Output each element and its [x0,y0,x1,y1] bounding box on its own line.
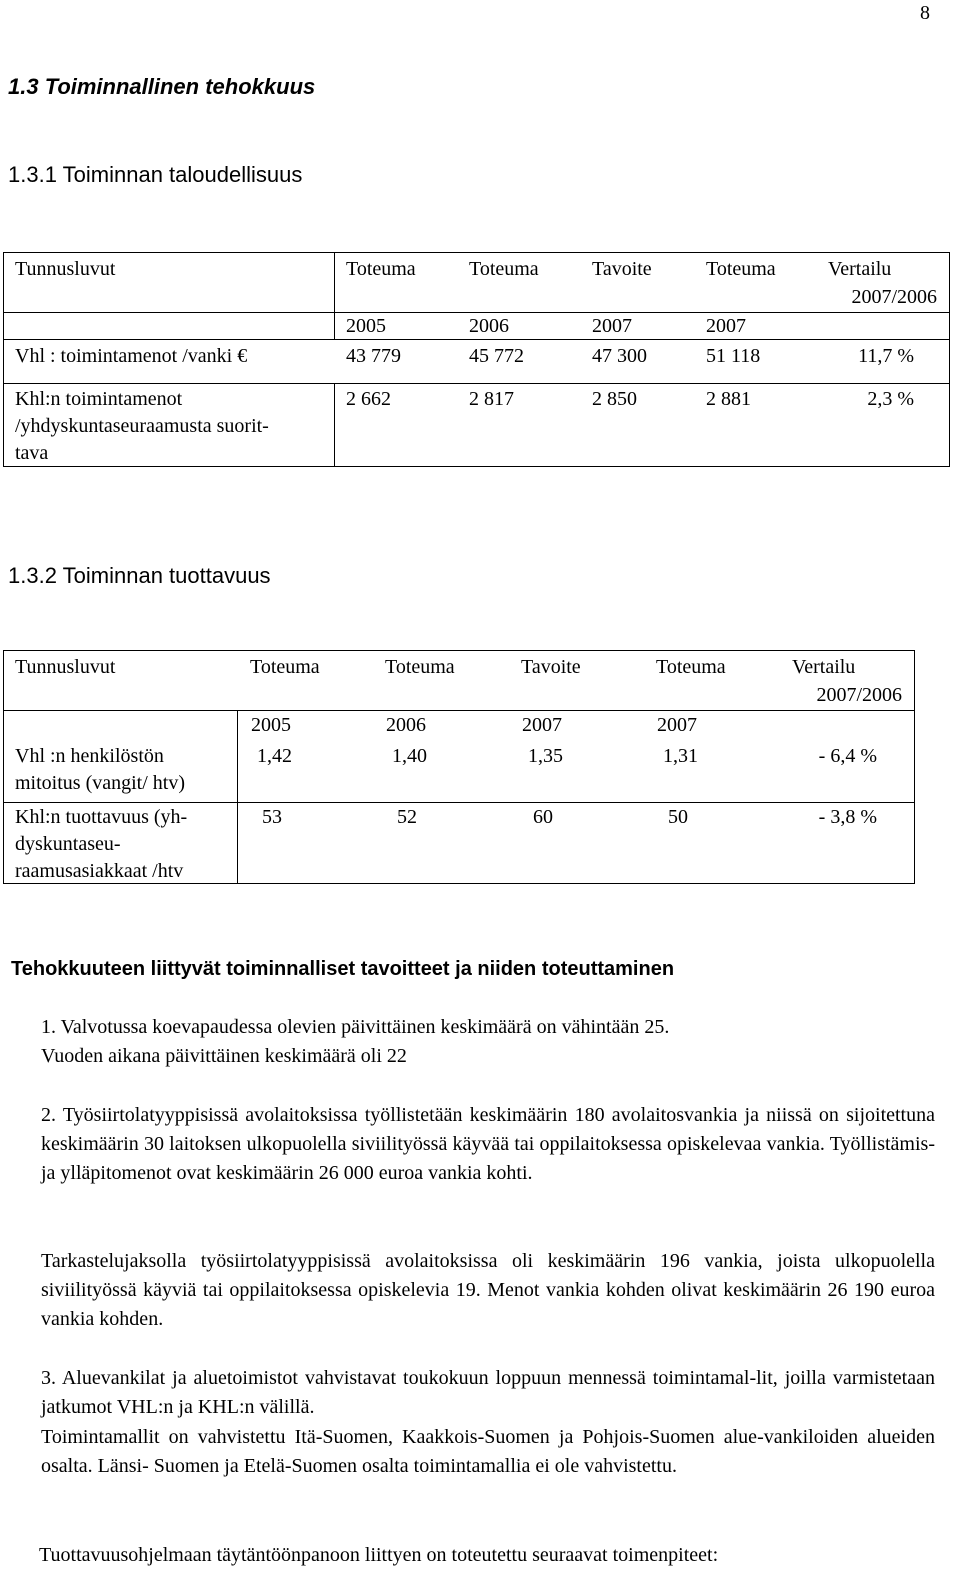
year-cell: 2006 [386,714,426,736]
table-cell [335,313,950,340]
row-label: /yhdyskuntaseuraamusta suorit- [15,415,269,437]
header-cell: Tunnusluvut [15,258,116,280]
table-cell [335,384,950,467]
header-cell: 2007/2006 [816,684,902,706]
header-cell: Toteuma [250,656,320,678]
row-label: raamusasiakkaat /htv [15,860,184,882]
value-cell: 51 118 [706,345,761,367]
year-cell: 2007 [522,714,562,736]
subsection-title-productivity: 1.3.2 Toiminnan tuottavuus [8,563,271,588]
final-line: Tuottavuusohjelmaan täytäntöönpanoon liittyen on toteutettu seuraavat toimenpiteet: [39,1544,719,1566]
header-cell: Toteuma [656,656,726,678]
value-cell: 45 772 [469,345,524,367]
table-cell [4,313,335,340]
year-cell: 2007 [592,315,632,337]
value-cell: - 3,8 % [818,806,877,828]
value-cell: 2 817 [469,388,514,410]
value-cell: 43 779 [346,345,401,367]
goal1-line: Vuoden aikana päivittäinen keskimäärä oli 22 [41,1045,407,1067]
goal3-paragraph: 3. Aluevankilat ja aluetoimistot vahvistavat toukokuun loppuun mennessä toimintamal-lit, joilla varmistetaan jatkumot VHL:n ja KHL:n välillä. [41,1367,935,1418]
subsection-title-economy: 1.3.1 Toiminnan taloudellisuus [8,162,303,187]
row-label: Vhl :n henkilöstön [15,745,164,767]
header-cell: Toteuma [469,258,539,280]
economy-table [3,252,950,467]
row-label: Vhl : toimintamenot /vanki € [15,345,248,367]
value-cell: 2,3 % [867,388,914,410]
productivity-table [3,650,915,884]
header-cell: Toteuma [346,258,416,280]
models-paragraph: Toimintamallit on vahvistettu Itä-Suomen, Kaakkois-Suomen ja Pohjois-Suomen alue-vankiloiden alueiden osalta. Länsi- Suomen ja Etelä-Suomen osalta toimintamallia ei ole vahvistettu. [41,1426,935,1477]
page-number: 8 [920,2,930,24]
table-cell [335,253,950,313]
row-label: Khl:n tuottavuus (yh- [15,806,188,828]
value-cell: 2 881 [706,388,751,410]
row-label: Khl:n toimintamenot [15,388,183,410]
goals-heading: Tehokkuuteen liittyvät toiminnalliset tavoitteet ja niiden toteuttaminen [11,958,675,980]
value-cell: 53 [262,806,282,828]
header-cell: Vertailu [828,258,892,280]
table-cell [4,253,335,313]
value-cell: - 6,4 % [818,745,877,767]
year-cell: 2006 [469,315,509,337]
row-label: dyskuntaseu- [15,833,121,855]
row-label: tava [15,442,49,464]
value-cell: 1,42 [257,745,292,767]
table-cell [238,803,915,884]
table-row [4,340,950,384]
value-cell: 2 662 [346,388,391,410]
year-cell: 2007 [657,714,697,736]
header-cell: Tunnusluvut [15,656,116,678]
header-cell: Vertailu [792,656,856,678]
table-cell [238,711,915,803]
year-cell: 2005 [251,714,291,736]
row-label: mitoitus (vangit/ htv) [15,772,185,794]
header-cell: Toteuma [385,656,455,678]
goal1-line: 1. Valvotussa koevapaudessa olevien päivittäinen keskimäärä on vähintään 25. [41,1016,670,1038]
value-cell: 52 [397,806,417,828]
table-cell [4,803,238,884]
value-cell: 1,40 [392,745,427,767]
value-cell: 50 [668,806,688,828]
value-cell: 11,7 % [858,345,914,367]
goal2-paragraph: 2. Työsiirtolatyyppisissä avolaitoksissa työllistetään keskimäärin 180 avolaitosvankia ja niissä on sijoitettuna keskimäärin 30 laitoksen ulkopuolella siviilityössä käyvää tai oppilaitoksessa opiskelevaa vankia. Työllistämis- ja ylläpitomenot ovat keskimäärin 26 000 euroa vankia kohti. [41,1104,935,1184]
table-cell [4,384,335,467]
review-paragraph: Tarkastelujaksolla työsiirtolatyyppisissä avolaitoksissa oli keskimäärin 196 vankia, joista ulkopuolella siviilityössä käyviä tai oppilaitoksessa opiskelevia 19. Menot vankia kohden olivat keskimäärin 26 190 euroa vankia kohden. [41,1250,935,1330]
value-cell: 60 [533,806,553,828]
table-cell [4,711,238,803]
value-cell: 1,31 [663,745,698,767]
header-cell: 2007/2006 [851,286,937,308]
header-cell: Toteuma [706,258,776,280]
year-cell: 2005 [346,315,386,337]
section-title: 1.3 Toiminnallinen tehokkuus [8,74,316,99]
header-cell: Tavoite [592,258,652,280]
year-cell: 2007 [706,315,746,337]
value-cell: 2 850 [592,388,637,410]
value-cell: 1,35 [528,745,563,767]
header-cell: Tavoite [521,656,581,678]
value-cell: 47 300 [592,345,647,367]
table-cell [4,651,915,711]
